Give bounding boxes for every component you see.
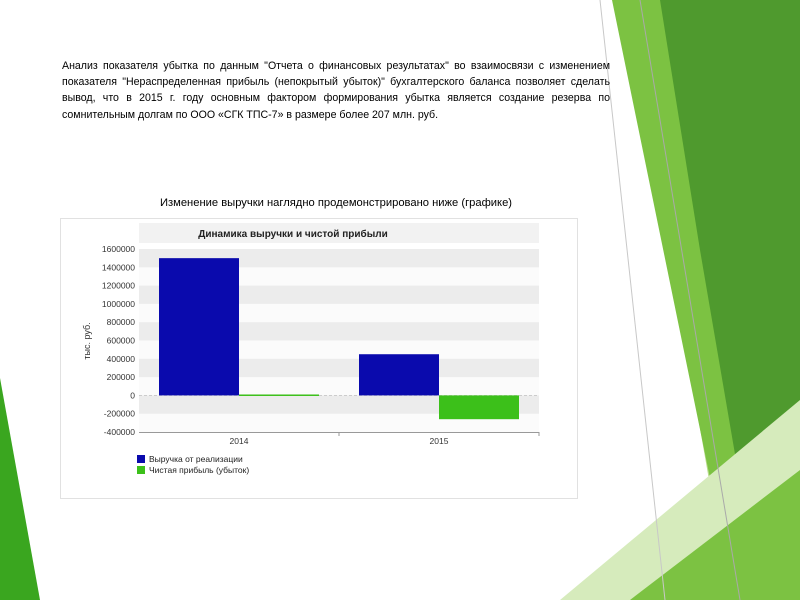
left-green-shape [0, 378, 40, 600]
y-tick-label: 1400000 [101, 262, 135, 273]
x-tick-label: 2014 [229, 436, 249, 446]
y-tick-label: -400000 [103, 427, 135, 437]
bar-выручка-от-реализации-2015 [359, 354, 439, 395]
chart-title: Динамика выручки и чистой прибыли [198, 229, 388, 240]
y-tick-label: 1000000 [101, 298, 135, 309]
x-axis-ticks [230, 432, 539, 446]
chart-caption: Изменение выручки наглядно продемонстрировано ниже (графике) [159, 197, 513, 209]
y-tick-label: 800000 [106, 317, 135, 328]
y-axis-label: тыс. руб. [82, 322, 92, 360]
bar-chart [61, 219, 577, 498]
bar-чистая-прибыль-(убыток)-2014 [239, 394, 319, 396]
x-tick-label: 2015 [429, 436, 449, 446]
y-tick-label: 1600000 [101, 244, 135, 254]
y-tick-label: -200000 [103, 408, 135, 419]
legend [137, 454, 249, 475]
y-tick-label: 400000 [106, 353, 135, 364]
legend-swatch [137, 455, 145, 463]
y-tick-label: 200000 [106, 372, 135, 383]
intro-paragraph: Анализ показателя убытка по данным "Отчета о финансовых результатах" во взаимосвязи с изменением показателя "Нераспределенная прибыль (непокрытый убыток)" бухгалтерского баланса позволяет сделать вывод, что в 2015 г. году основным фактором формирования убытка является создание резерва по сомнительным долгам по ООО «СГК ТПС-7» в размере более 207 млн. руб. [62, 60, 610, 121]
chart-container [60, 218, 578, 499]
legend-label: Чистая прибыль (убыток) [149, 465, 250, 475]
y-tick-label: 600000 [106, 335, 135, 346]
y-tick-label: 1200000 [101, 280, 135, 291]
legend-label: Выручка от реализации [149, 454, 243, 464]
y-tick-label: 0 [130, 390, 135, 401]
bar-чистая-прибыль-(убыток)-2015 [439, 395, 519, 419]
y-axis-ticks [102, 244, 135, 437]
bar-выручка-от-реализации-2014 [159, 258, 239, 395]
legend-swatch [137, 466, 145, 474]
